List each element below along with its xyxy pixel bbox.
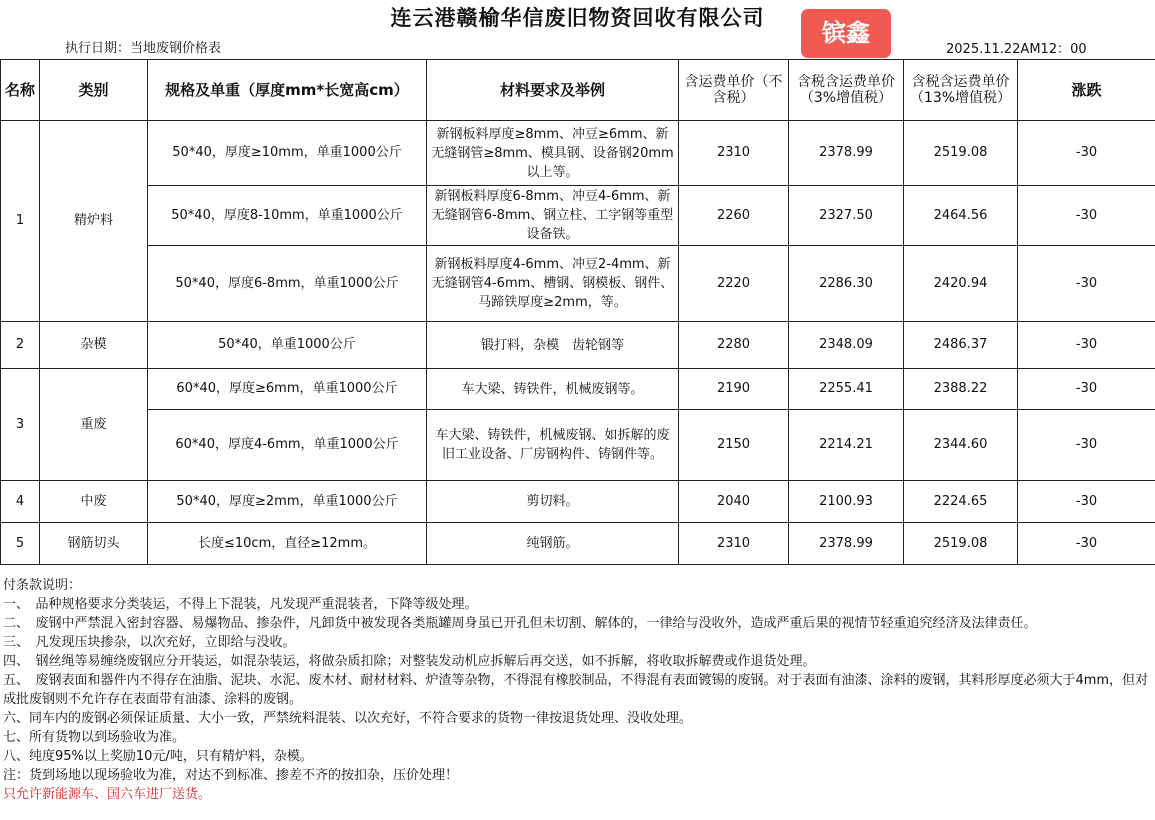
- price-table: [0, 59, 1155, 565]
- terms-item: 四、 钢丝绳等易缠绕废钢应分开装运，如混杂装运，将做杂质扣除；对整装发动机应拆解后再交送，如不拆解，将收取拆解费或作退货处理。: [3, 654, 816, 669]
- cell-price-13pct: 2486.37: [904, 322, 1018, 369]
- cell-category: 钢筋切头: [40, 523, 148, 565]
- cell-price-ex-tax: 2260: [679, 186, 789, 246]
- cell-name-no: 1: [1, 121, 40, 322]
- terms-item: 七、所有货物以到场验收为准。: [3, 730, 186, 745]
- cell-price-3pct: 2286.30: [789, 246, 904, 322]
- cell-price-13pct: 2464.56: [904, 186, 1018, 246]
- header-change: 涨跌: [1018, 60, 1155, 121]
- cell-category: 杂模: [40, 322, 148, 369]
- cell-material: 纯钢筋。: [427, 523, 679, 565]
- cell-price-ex-tax: 2280: [679, 322, 789, 369]
- terms-item: 六、同车内的废钢必须保证质量、大小一致，严禁统料混装、以次充好，不符合要求的货物一律按退货处理、没收处理。: [3, 711, 693, 726]
- header-price-3pct: 含税含运费单价（3%增值税）: [789, 60, 904, 121]
- header-material: 材料要求及举例: [427, 60, 679, 121]
- cell-change: -30: [1018, 369, 1155, 410]
- cell-category: 中废: [40, 481, 148, 523]
- terms-heading: 付条款说明：: [3, 578, 82, 593]
- cell-spec: 50*40，厚度≥2mm，单重1000公斤: [148, 481, 427, 523]
- cell-material: 锻打料，杂模 齿轮钢等: [427, 322, 679, 369]
- cell-material: 剪切料。: [427, 481, 679, 523]
- cell-price-ex-tax: 2220: [679, 246, 789, 322]
- cell-change: -30: [1018, 481, 1155, 523]
- cell-price-ex-tax: 2150: [679, 410, 789, 481]
- cell-price-3pct: 2378.99: [789, 523, 904, 565]
- cell-price-ex-tax: 2310: [679, 523, 789, 565]
- cell-change: -30: [1018, 121, 1155, 186]
- cell-change: -30: [1018, 410, 1155, 481]
- cell-spec: 长度≤10cm，直径≥12mm。: [148, 523, 427, 565]
- cell-price-13pct: 2344.60: [904, 410, 1018, 481]
- cell-price-3pct: 2214.21: [789, 410, 904, 481]
- cell-material: 新钢板料厚度≥8mm、冲豆≥6mm、新无缝钢管≥8mm、模具钢、设备钢20mm以上等。: [427, 121, 679, 186]
- header-price-13pct: 含税含运费单价（13%增值税）: [904, 60, 1018, 121]
- cell-price-13pct: 2519.08: [904, 121, 1018, 186]
- cell-price-3pct: 2327.50: [789, 186, 904, 246]
- cell-change: -30: [1018, 246, 1155, 322]
- cell-price-ex-tax: 2190: [679, 369, 789, 410]
- table-row: [1, 369, 1155, 410]
- exec-date-label: 执行日期：当地废钢价格表: [65, 41, 222, 56]
- timestamp: 2025.11.22AM12：00: [946, 42, 1087, 57]
- brand-stamp-logo: 镔鑫: [801, 9, 891, 58]
- cell-price-13pct: 2388.22: [904, 369, 1018, 410]
- table-row: [1, 121, 1155, 186]
- cell-price-3pct: 2378.99: [789, 121, 904, 186]
- table-row: [1, 523, 1155, 565]
- cell-price-13pct: 2420.94: [904, 246, 1018, 322]
- header-name: 名称: [1, 60, 40, 121]
- cell-price-3pct: 2100.93: [789, 481, 904, 523]
- cell-spec: 60*40，厚度4-6mm，单重1000公斤: [148, 410, 427, 481]
- terms-item: 三、 凡发现压块掺杂，以次充好，立即给与没收。: [3, 635, 296, 650]
- terms-item: 八、纯度95%以上奖励10元/吨，只有精炉料，杂模。: [3, 749, 313, 764]
- terms-item: 五、 废钢表面和器件内不得存在油脂、泥块、水泥、废木材、耐材材料、炉渣等杂物，不得混有橡胶制品，不得混有表面镀锡的废钢。对于表面有油漆、涂料的废钢，其料形厚度必须大于4mm，但对成批废钢则不允许存在表面带有油漆、涂料的废钢。: [3, 673, 1149, 707]
- table-row: [1, 410, 1155, 481]
- table-row: [1, 246, 1155, 322]
- cell-material: 车大梁、铸铁件，机械废钢、如拆解的废旧工业设备、厂房钢构件、铸钢件等。: [427, 410, 679, 481]
- header-price-ex-tax: 含运费单价（不含税）: [679, 60, 789, 121]
- cell-category: 重废: [40, 369, 148, 481]
- terms-item: 二、 废钢中严禁混入密封容器、易爆物品、掺杂件，凡卸货中被发现各类瓶罐周身虽已开孔但未切割、解体的，一律给与没收外，造成严重后果的视情节轻重追究经济及法律责任。: [3, 616, 1037, 631]
- cell-name-no: 5: [1, 523, 40, 565]
- terms-item: 注：货到场地以现场验收为准，对达不到标准、掺差不齐的按扣杂，压价处理！: [3, 768, 459, 783]
- terms-item: 一、 品种规格要求分类装运，不得上下混装，凡发现严重混装者，下降等级处理。: [3, 597, 478, 612]
- cell-spec: 50*40，厚度≥10mm，单重1000公斤: [148, 121, 427, 186]
- cell-material: 新钢板料厚度4-6mm、冲豆2-4mm、新无缝钢管4-6mm、槽钢、钢模板、钢件、马蹄铁厚度≥2mm，等。: [427, 246, 679, 322]
- payment-terms: [3, 576, 1153, 804]
- table-row: [1, 322, 1155, 369]
- delivery-notice: 只允许新能源车、国六车进厂送货。: [3, 787, 212, 802]
- table-header-row: [1, 60, 1155, 121]
- table-row: [1, 186, 1155, 246]
- cell-name-no: 3: [1, 369, 40, 481]
- cell-price-13pct: 2224.65: [904, 481, 1018, 523]
- cell-material: 车大梁、铸铁件，机械废钢等。: [427, 369, 679, 410]
- cell-name-no: 2: [1, 322, 40, 369]
- cell-spec: 50*40，单重1000公斤: [148, 322, 427, 369]
- company-title: 连云港赣榆华信废旧物资回收有限公司: [390, 5, 765, 30]
- cell-category: 精炉料: [40, 121, 148, 322]
- cell-price-3pct: 2348.09: [789, 322, 904, 369]
- cell-change: -30: [1018, 523, 1155, 565]
- cell-spec: 50*40，厚度6-8mm，单重1000公斤: [148, 246, 427, 322]
- cell-material: 新钢板料厚度6-8mm、冲豆4-6mm、新无缝钢管6-8mm、钢立柱、工字钢等重型设备铁。: [427, 186, 679, 246]
- header-spec: 规格及单重（厚度mm*长宽高cm）: [148, 60, 427, 121]
- cell-name-no: 4: [1, 481, 40, 523]
- cell-price-3pct: 2255.41: [789, 369, 904, 410]
- cell-spec: 60*40，厚度≥6mm，单重1000公斤: [148, 369, 427, 410]
- cell-change: -30: [1018, 322, 1155, 369]
- cell-change: -30: [1018, 186, 1155, 246]
- cell-spec: 50*40，厚度8-10mm，单重1000公斤: [148, 186, 427, 246]
- table-row: [1, 481, 1155, 523]
- cell-price-ex-tax: 2040: [679, 481, 789, 523]
- cell-price-13pct: 2519.08: [904, 523, 1018, 565]
- cell-price-ex-tax: 2310: [679, 121, 789, 186]
- header-category: 类别: [40, 60, 148, 121]
